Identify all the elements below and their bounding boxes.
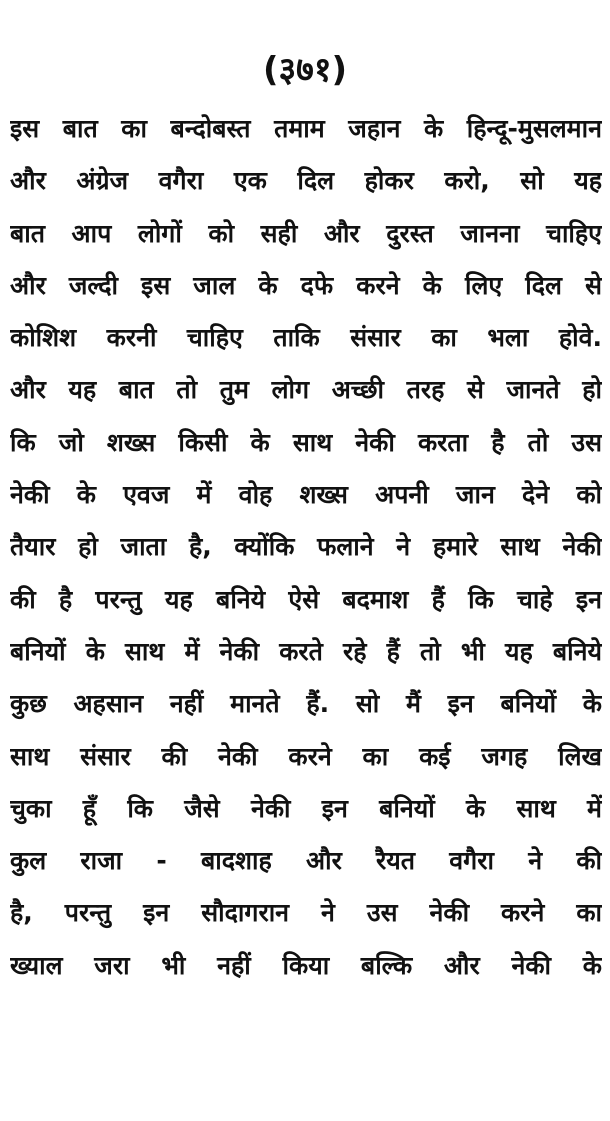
text-line: तैयार हो जाता है, क्योंकि फलाने ने हमारे साथ नेकी [10,532,602,562]
text-line: कि जो शख्स किसी के साथ नेकी करता है तो उस [10,427,602,457]
page-number: (३७१) [262,50,348,90]
text-line: साथ संसार की नेकी करने का कई जगह लिख [10,741,602,771]
text-line: और यह बात तो तुम लोग अच्छी तरह से जानते हो [10,375,602,405]
text-line: ख्याल जरा भी नहीं किया बल्कि और नेकी के [10,950,602,980]
text-line: कोशिश करनी चाहिए ताकि संसार का भला होवे. [10,323,602,353]
text-line: बात आप लोगों को सही और दुरस्त जानना चाहिए [10,218,602,248]
text-line: कुछ अहसान नहीं मानते हैं. सो मैं इन बनियों के [10,689,602,719]
text-line: नेकी के एवज में वोह शख्स अपनी जान देने को [10,480,602,510]
text-line: इस बात का बन्दोबस्त तमाम जहान के हिन्दू-मुसलमान [10,114,602,143]
text-line: की है परन्तु यह बनिये ऐसे बदमाश हैं कि चाहे इन [10,584,602,614]
text-line: कुल राजा - बादशाह और रैयत वगैरा ने की [10,846,602,876]
text-line: और जल्दी इस जाल के दफे करने के लिए दिल से [10,270,602,300]
text-line: है, परन्तु इन सौदागरान ने उस नेकी करने का [10,898,602,928]
text-line: और अंग्रेज वगैरा एक दिल होकर करो, सो यह [10,166,602,196]
body-text [10,103,602,992]
text-line: चुका हूँ कि जैसे नेकी इन बनियों के साथ में [10,793,602,823]
text-line: बनियों के साथ में नेकी करते रहे हैं तो भी यह बनिये [10,636,602,666]
